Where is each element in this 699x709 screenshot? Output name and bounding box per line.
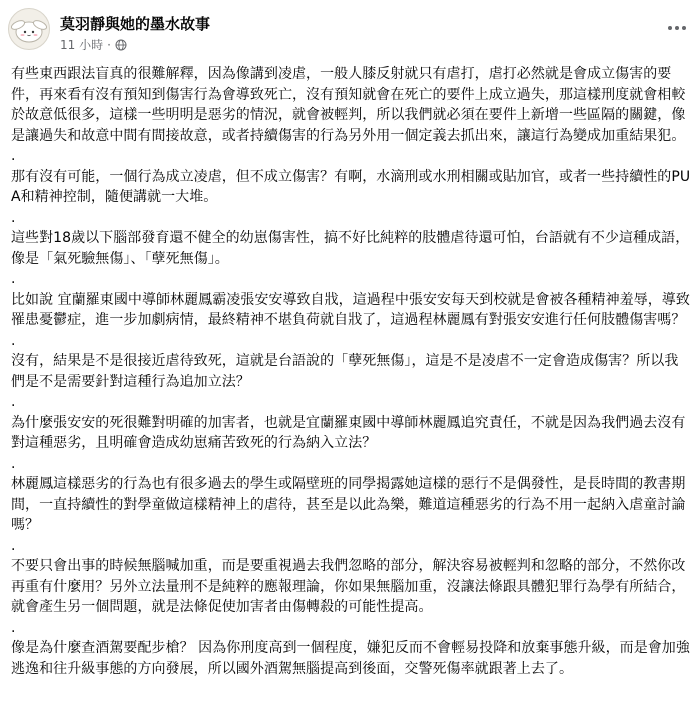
post-time[interactable]: 11 小時: [60, 38, 104, 52]
paragraph: 像是為什麼查酒駕要配步槍？ 因為你刑度高到一個程度，嫌犯反而不會輕易投降和放棄事態升級，而是會加強逃逸和往升級事態的方向發展，所以國外酒駕無腦提高到後面，交警死傷率就跟著上去了。: [11, 640, 690, 677]
paragraph: 比如說 宜蘭羅東國中導師林麗鳳霸凌張安安導致自戕，這過程中張安安每天到校就是會被各種精神羞辱，導致罹患憂鬱症，進一步加劇病情，最終精神不堪負荷就自戕了，這過程林麗鳳有對張安安進行任何肢體傷害嗎？: [11, 291, 690, 328]
post-meta: [60, 36, 127, 53]
post-header: [0, 0, 699, 60]
paragraph: 林麗鳳這樣惡劣的行為也有很多過去的學生或隔壁班的同學揭露她這樣的惡行不是偶發性，是長時間的教書期間，一直持續性的對學童做這樣精神上的虐待，甚至是以此為樂，難道這種惡劣的行為不用一起納入虐童討論嗎？: [11, 476, 686, 533]
separator-dot: .: [11, 537, 16, 554]
ellipsis-icon: [667, 25, 687, 31]
more-options-button[interactable]: [663, 14, 691, 42]
meta-dot: ·: [107, 37, 111, 52]
separator-dot: .: [11, 209, 16, 226]
globe-icon: [115, 39, 127, 51]
separator-dot: .: [11, 332, 16, 349]
paragraph: 這些對18歲以下腦部發育還不健全的幼崽傷害性，搞不好比純粹的肢體虐待還可怕，台語就有不少這種成語，像是「氣死驗無傷」、「孽死無傷」。: [11, 230, 690, 267]
paragraph: 有些東西跟法盲真的很難解釋，因為像講到凌虐，一般人膝反射就只有虐打，虐打必然就是會成立傷害的要件，再來看有沒有預知到傷害行為會導致死亡，沒有預知就會在死亡的要件上成立過失，那這樣刑度就會相較於故意低很多，這樣一些明明是惡劣的情況，就會被輕判，所以我們就必須在要件上新增一些區隔的關鍵，像是讓過失和故意中間有間接故意，或者持續傷害的行為另外用一個定義去抓出來，讓這行為變成加重結果犯。: [11, 66, 686, 144]
separator-dot: .: [11, 271, 16, 287]
paragraph: 為什麼張安安的死很難對明確的加害者，也就是宜蘭羅東國中導師林麗鳳追究責任，不就是因為我們過去沒有對這種惡劣，且明確會造成幼崽痛苦致死的行為納入立法？: [11, 414, 686, 451]
separator-dot: .: [11, 394, 16, 410]
post-body: [11, 64, 691, 679]
separator-dot: .: [11, 455, 16, 472]
author-name[interactable]: 莫羽靜與她的墨水故事: [60, 15, 211, 33]
author-avatar[interactable]: [8, 8, 50, 50]
separator-dot: .: [11, 619, 16, 636]
separator-dot: .: [11, 148, 16, 164]
paragraph: 那有沒有可能，一個行為成立凌虐，但不成立傷害？有啊，水滴刑或水刑相關或貼加官，或者一些持續性的PUA和精神控制，隨便講就一大堆。: [11, 168, 691, 205]
cinnamoroll-avatar-icon: [9, 9, 49, 49]
paragraph: 沒有，結果是不是很接近虐待致死，這就是台語說的「孽死無傷」，這是不是凌虐不一定會造成傷害？所以我們是不是需要針對這種行為追加立法？: [11, 353, 679, 390]
paragraph: 不要只會出事的時候無腦喊加重，而是要重視過去我們忽略的部分，解決容易被輕判和忽略的部分，不然你改再重有什麼用？另外立法量刑不是純粹的應報理論，你如果無腦加重，沒讓法條跟具體犯罪行為學有所結合，就會產生另一個問題，就是法條促使加害者由傷轉殺的可能性提高。: [11, 558, 686, 615]
